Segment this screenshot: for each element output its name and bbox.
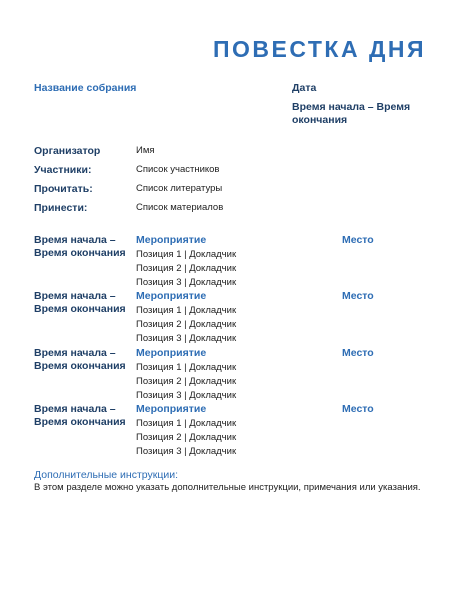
agenda-event: Мероприятие bbox=[136, 403, 207, 415]
agenda-place: Место bbox=[342, 234, 374, 246]
agenda-event: Мероприятие bbox=[136, 347, 207, 359]
info-label: Организатор bbox=[34, 145, 101, 157]
extra-instructions-title: Дополнительные инструкции: bbox=[34, 469, 178, 481]
agenda-items bbox=[136, 304, 236, 346]
agenda-item: Позиция 1 | Докладчик bbox=[136, 305, 237, 316]
agenda-block bbox=[34, 290, 434, 346]
meeting-name: Название собрания bbox=[34, 82, 137, 94]
agenda-item: Позиция 1 | Докладчик bbox=[136, 249, 237, 260]
agenda-item: Позиция 2 | Докладчик bbox=[136, 432, 237, 443]
agenda-items bbox=[136, 248, 236, 290]
info-row-organizer bbox=[34, 145, 434, 159]
info-value: Имя bbox=[136, 145, 155, 156]
agenda-place: Место bbox=[342, 290, 374, 302]
agenda-item: Позиция 3 | Докладчик bbox=[136, 390, 237, 401]
page-title: ПОВЕСТКА ДНЯ bbox=[212, 36, 426, 62]
info-label: Принести: bbox=[34, 202, 88, 214]
agenda-time: Время начала – Время окончания bbox=[34, 290, 126, 315]
agenda-event: Мероприятие bbox=[136, 290, 207, 302]
info-value: Список материалов bbox=[136, 202, 224, 213]
agenda-item: Позиция 3 | Докладчик bbox=[136, 333, 237, 344]
agenda-time: Время начала – Время окончания bbox=[34, 234, 126, 259]
agenda-items bbox=[136, 361, 236, 403]
agenda-item: Позиция 3 | Докладчик bbox=[136, 446, 237, 457]
agenda-item: Позиция 2 | Докладчик bbox=[136, 319, 237, 330]
info-row-participants bbox=[34, 164, 434, 178]
meeting-date: Дата bbox=[292, 82, 317, 94]
agenda-items bbox=[136, 417, 236, 459]
agenda-place: Место bbox=[342, 347, 374, 359]
agenda-block bbox=[34, 347, 434, 403]
info-label: Прочитать: bbox=[34, 183, 93, 195]
info-row-reading bbox=[34, 183, 434, 197]
agenda-item: Позиция 2 | Докладчик bbox=[136, 263, 237, 274]
info-value: Список участников bbox=[136, 164, 220, 175]
agenda-item: Позиция 3 | Докладчик bbox=[136, 277, 237, 288]
info-value: Список литературы bbox=[136, 183, 223, 194]
info-label: Участники: bbox=[34, 164, 92, 176]
extra-instructions-text: В этом разделе можно указать дополнительные инструкции, примечания или указания. bbox=[34, 482, 421, 493]
agenda-time: Время начала – Время окончания bbox=[34, 347, 126, 372]
agenda-block bbox=[34, 403, 434, 459]
info-row-bring bbox=[34, 202, 434, 216]
agenda-time: Время начала – Время окончания bbox=[34, 403, 126, 428]
agenda-place: Место bbox=[342, 403, 374, 415]
agenda-item: Позиция 1 | Докладчик bbox=[136, 362, 237, 373]
meeting-time: Время начала – Время окончания bbox=[292, 101, 411, 126]
agenda-item: Позиция 1 | Докладчик bbox=[136, 418, 237, 429]
agenda-event: Мероприятие bbox=[136, 234, 207, 246]
agenda-item: Позиция 2 | Докладчик bbox=[136, 376, 237, 387]
agenda-block bbox=[34, 234, 434, 290]
